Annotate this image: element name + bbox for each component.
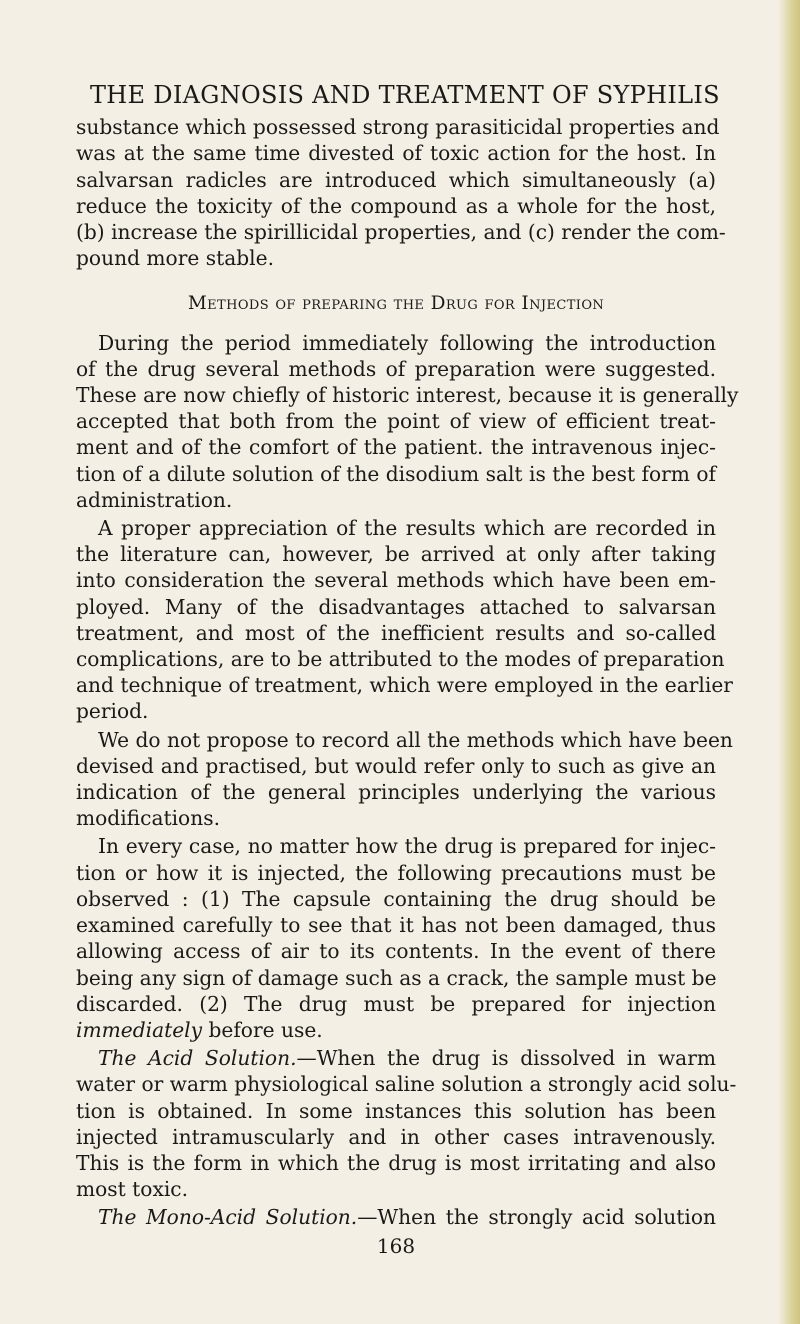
text-line [76, 1017, 716, 1043]
subheading-acid-solution: The Acid Solution. [98, 1046, 297, 1071]
text-line: administration. [76, 487, 233, 512]
text-line: substance which possessed strong parasiticidal properties and [76, 115, 720, 140]
text-line [76, 1204, 716, 1230]
paragraph-5 [76, 1045, 737, 1202]
text-line: examined carefully to see that it has not been damaged, thus [76, 913, 716, 938]
text-line: and technique of treatment, which were employed in the earlier [76, 673, 733, 698]
text-line: was at the same time divested of toxic action for the host. In [76, 141, 716, 166]
text-line: ment and of the comfort of the patient. the intravenous injec- [76, 435, 716, 460]
subheading-mono-acid-solution: The Mono-Acid Solution. [98, 1205, 358, 1230]
text-line: salvarsan radicles are introduced which simultaneously (a) [76, 167, 716, 192]
text-fragment: —When the strongly acid solution [357, 1205, 716, 1230]
text-line: tion or how it is injected, the following precautions must be [76, 860, 716, 885]
text-line: accepted that both from the point of view of efficient treat- [76, 409, 716, 434]
paragraph-3 [76, 727, 733, 832]
text-line: injected intramuscularly and in other cases intravenously. [76, 1124, 716, 1149]
text-line: reduce the toxicity of the compound as a whole for the host, [76, 193, 716, 218]
text-line: pound more stable. [76, 246, 274, 271]
paragraph-0 [76, 114, 726, 271]
text-line: We do not propose to record all the methods which have been [98, 727, 733, 752]
paragraph-1 [76, 330, 739, 513]
text-line: period. [76, 699, 149, 724]
paragraph-2 [76, 515, 733, 725]
text-line: devised and practised, but would refer only to such as give an [76, 753, 716, 778]
text-fragment: —When the drug is dissolved in warm [296, 1046, 716, 1071]
text-line: modifications. [76, 806, 220, 831]
text-line: being any sign of damage such as a crack, the sample must be [76, 965, 717, 990]
running-head: THE DIAGNOSIS AND TREATMENT OF SYPHILIS [90, 81, 720, 109]
text-line: observed : (1) The capsule containing the drug should be [76, 886, 716, 911]
text-line: A proper appreciation of the results which are recorded in [98, 516, 716, 541]
text-line: allowing access of air to its contents. In the event of there [76, 939, 716, 964]
text-line: of the drug several methods of preparation were suggested. [76, 356, 716, 381]
paragraph-6 [76, 1204, 716, 1230]
page-text [76, 81, 739, 1259]
text-line: complications, are to be attributed to the modes of preparation [76, 647, 725, 672]
text-line: tion of a dilute solution of the disodium salt is the best form of [76, 461, 716, 486]
paragraph-4 [76, 833, 716, 1043]
page-edge-shadow [778, 0, 800, 1324]
text-line: discarded. (2) The drug must be prepared for injection [76, 991, 716, 1016]
text-line: During the period immediately following the introduction [98, 330, 716, 355]
text-line: These are now chiefly of historic interest, because it is generally [76, 383, 739, 408]
text-line: tion is obtained. In some instances this solution has been [76, 1098, 716, 1123]
text-line: ployed. Many of the disadvantages attached to salvarsan [76, 594, 716, 619]
text-line: most toxic. [76, 1177, 189, 1202]
page-number: 168 [376, 1233, 416, 1258]
text-line: (b) increase the spirillicidal properties, and (c) render the com- [76, 220, 726, 245]
text-line: This is the form in which the drug is most irritating and also [76, 1150, 716, 1175]
section-heading: Methods of preparing the Drug for Injection [187, 293, 605, 315]
text-line: into consideration the several methods which have been em- [76, 568, 716, 593]
text-line: In every case, no matter how the drug is prepared for injec- [98, 834, 716, 859]
text-line: the literature can, however, be arrived at only after taking [76, 542, 716, 567]
text-line [76, 1045, 716, 1071]
text-line: water or warm physiological saline solution a strongly acid solu- [76, 1072, 737, 1097]
text-fragment: before use. [202, 1017, 323, 1042]
text-line: treatment, and most of the inefficient results and so-called [76, 620, 716, 645]
emphasis-text: immediately [76, 1017, 203, 1042]
text-line: indication of the general principles underlying the various [76, 780, 716, 805]
